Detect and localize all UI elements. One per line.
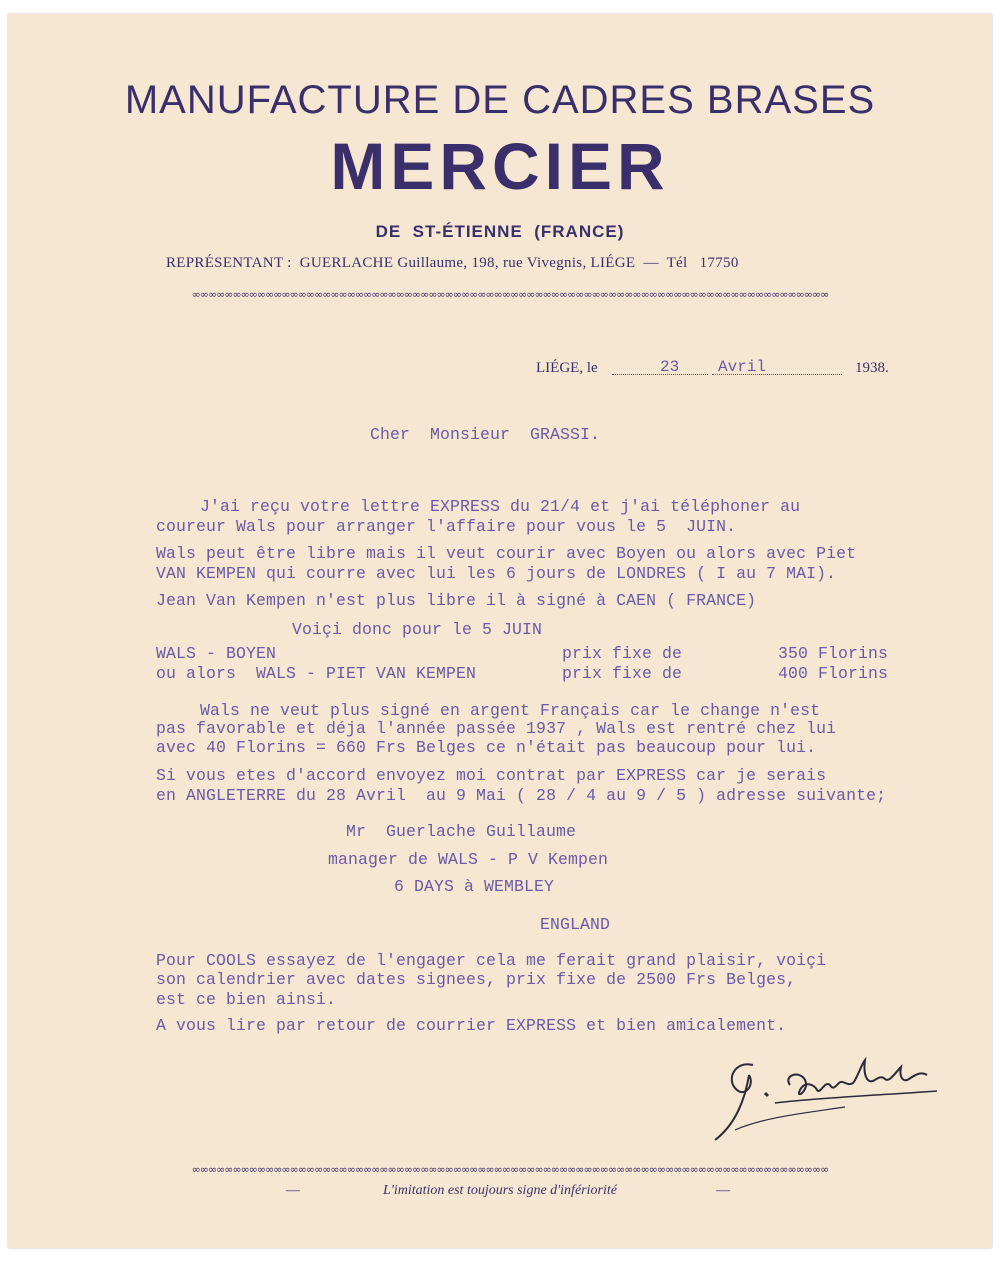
- body-line: Jean Van Kempen n'est plus libre il à signé à CAEN ( FRANCE): [156, 591, 757, 610]
- letterhead-representative: REPRÉSENTANT : GUERLACHE Guillaume, 198, rue Vivegnis, LIÉGE — Tél 17750: [166, 255, 739, 271]
- offer-price: 350 Florins: [778, 644, 889, 663]
- date-day: 23: [660, 358, 680, 376]
- letterhead-brand: MERCIER: [330, 129, 670, 203]
- body-line: Wals ne veut plus signé en argent Français car le change n'est: [200, 701, 821, 720]
- body-line: Si vous etes d'accord envoyez moi contrat par EXPRESS car je serais: [156, 766, 827, 785]
- footer-dash-left: —: [286, 1183, 300, 1198]
- address-line: manager de WALS - P V Kempen: [328, 850, 609, 869]
- address-line: 6 DAYS à WEMBLEY: [394, 877, 555, 896]
- offer-price-label: prix fixe de: [562, 664, 683, 683]
- body-line: est ce bien ainsi.: [156, 990, 337, 1009]
- body-line: VAN KEMPEN qui courre avec lui les 6 jours de LONDRES ( I au 7 MAI).: [156, 564, 837, 583]
- offer-pair: ou alors WALS - PIET VAN KEMPEN: [156, 664, 477, 683]
- letterhead-manufacture: MANUFACTURE DE CADRES BRASES: [124, 78, 876, 122]
- body-line: son calendrier avec dates signees, prix fixe de 2500 Frs Belges,: [156, 970, 797, 989]
- footer-dash-right: —: [716, 1183, 730, 1198]
- body-line: Wals peut être libre mais il veut courir avec Boyen ou alors avec Piet: [156, 544, 857, 563]
- ornament-divider-bottom: ∞∞∞∞∞∞∞∞∞∞∞∞∞∞∞∞∞∞∞∞∞∞∞∞∞∞∞∞∞∞∞∞∞∞∞∞∞∞∞∞∞∞∞∞∞∞∞∞∞∞∞∞∞∞∞∞∞∞∞∞∞∞∞∞∞∞∞∞∞∞∞∞∞∞∞∞∞∞: [191, 1163, 829, 1176]
- body-line: J'ai reçu votre lettre EXPRESS du 21/4 et j'ai téléphoner au: [200, 497, 801, 516]
- body-line: Voiçi donc pour le 5 JUIN: [292, 620, 543, 639]
- closing-line: A vous lire par retour de courrier EXPRESS et bien amicalement.: [156, 1016, 787, 1035]
- address-line: Mr Guerlache Guillaume: [346, 822, 577, 841]
- body-line: avec 40 Florins = 660 Frs Belges ce n'était pas beaucoup pour lui.: [156, 738, 817, 757]
- salutation: Cher Monsieur GRASSI.: [370, 425, 601, 444]
- ornament-divider-top: ∞∞∞∞∞∞∞∞∞∞∞∞∞∞∞∞∞∞∞∞∞∞∞∞∞∞∞∞∞∞∞∞∞∞∞∞∞∞∞∞∞∞∞∞∞∞∞∞∞∞∞∞∞∞∞∞∞∞∞∞∞∞∞∞∞∞∞∞∞∞∞∞∞∞∞∞∞∞: [191, 288, 829, 301]
- offer-price-label: prix fixe de: [562, 644, 683, 663]
- body-line: en ANGLETERRE du 28 Avril au 9 Mai ( 28 / 4 au 9 / 5 ) adresse suivante;: [156, 786, 887, 805]
- signature: [705, 1045, 945, 1150]
- footer-motto: L'imitation est toujours signe d'infériorité: [383, 1183, 617, 1198]
- date-place: LIÉGE, le: [536, 360, 598, 376]
- address-line: ENGLAND: [540, 915, 611, 934]
- letterhead-city: DE ST-ÉTIENNE (FRANCE): [375, 222, 625, 241]
- body-line: coureur Wals pour arranger l'affaire pour vous le 5 JUIN.: [156, 517, 737, 536]
- body-line: pas favorable et déja l'année passée 1937 , Wals est rentré chez lui: [156, 719, 837, 738]
- date-month: Avril: [718, 358, 767, 376]
- body-line: Pour COOLS essayez de l'engager cela me ferait grand plaisir, voiçi: [156, 951, 827, 970]
- offer-pair: WALS - BOYEN: [156, 644, 277, 663]
- offer-price: 400 Florins: [778, 664, 889, 683]
- date-year: 1938.: [855, 360, 889, 376]
